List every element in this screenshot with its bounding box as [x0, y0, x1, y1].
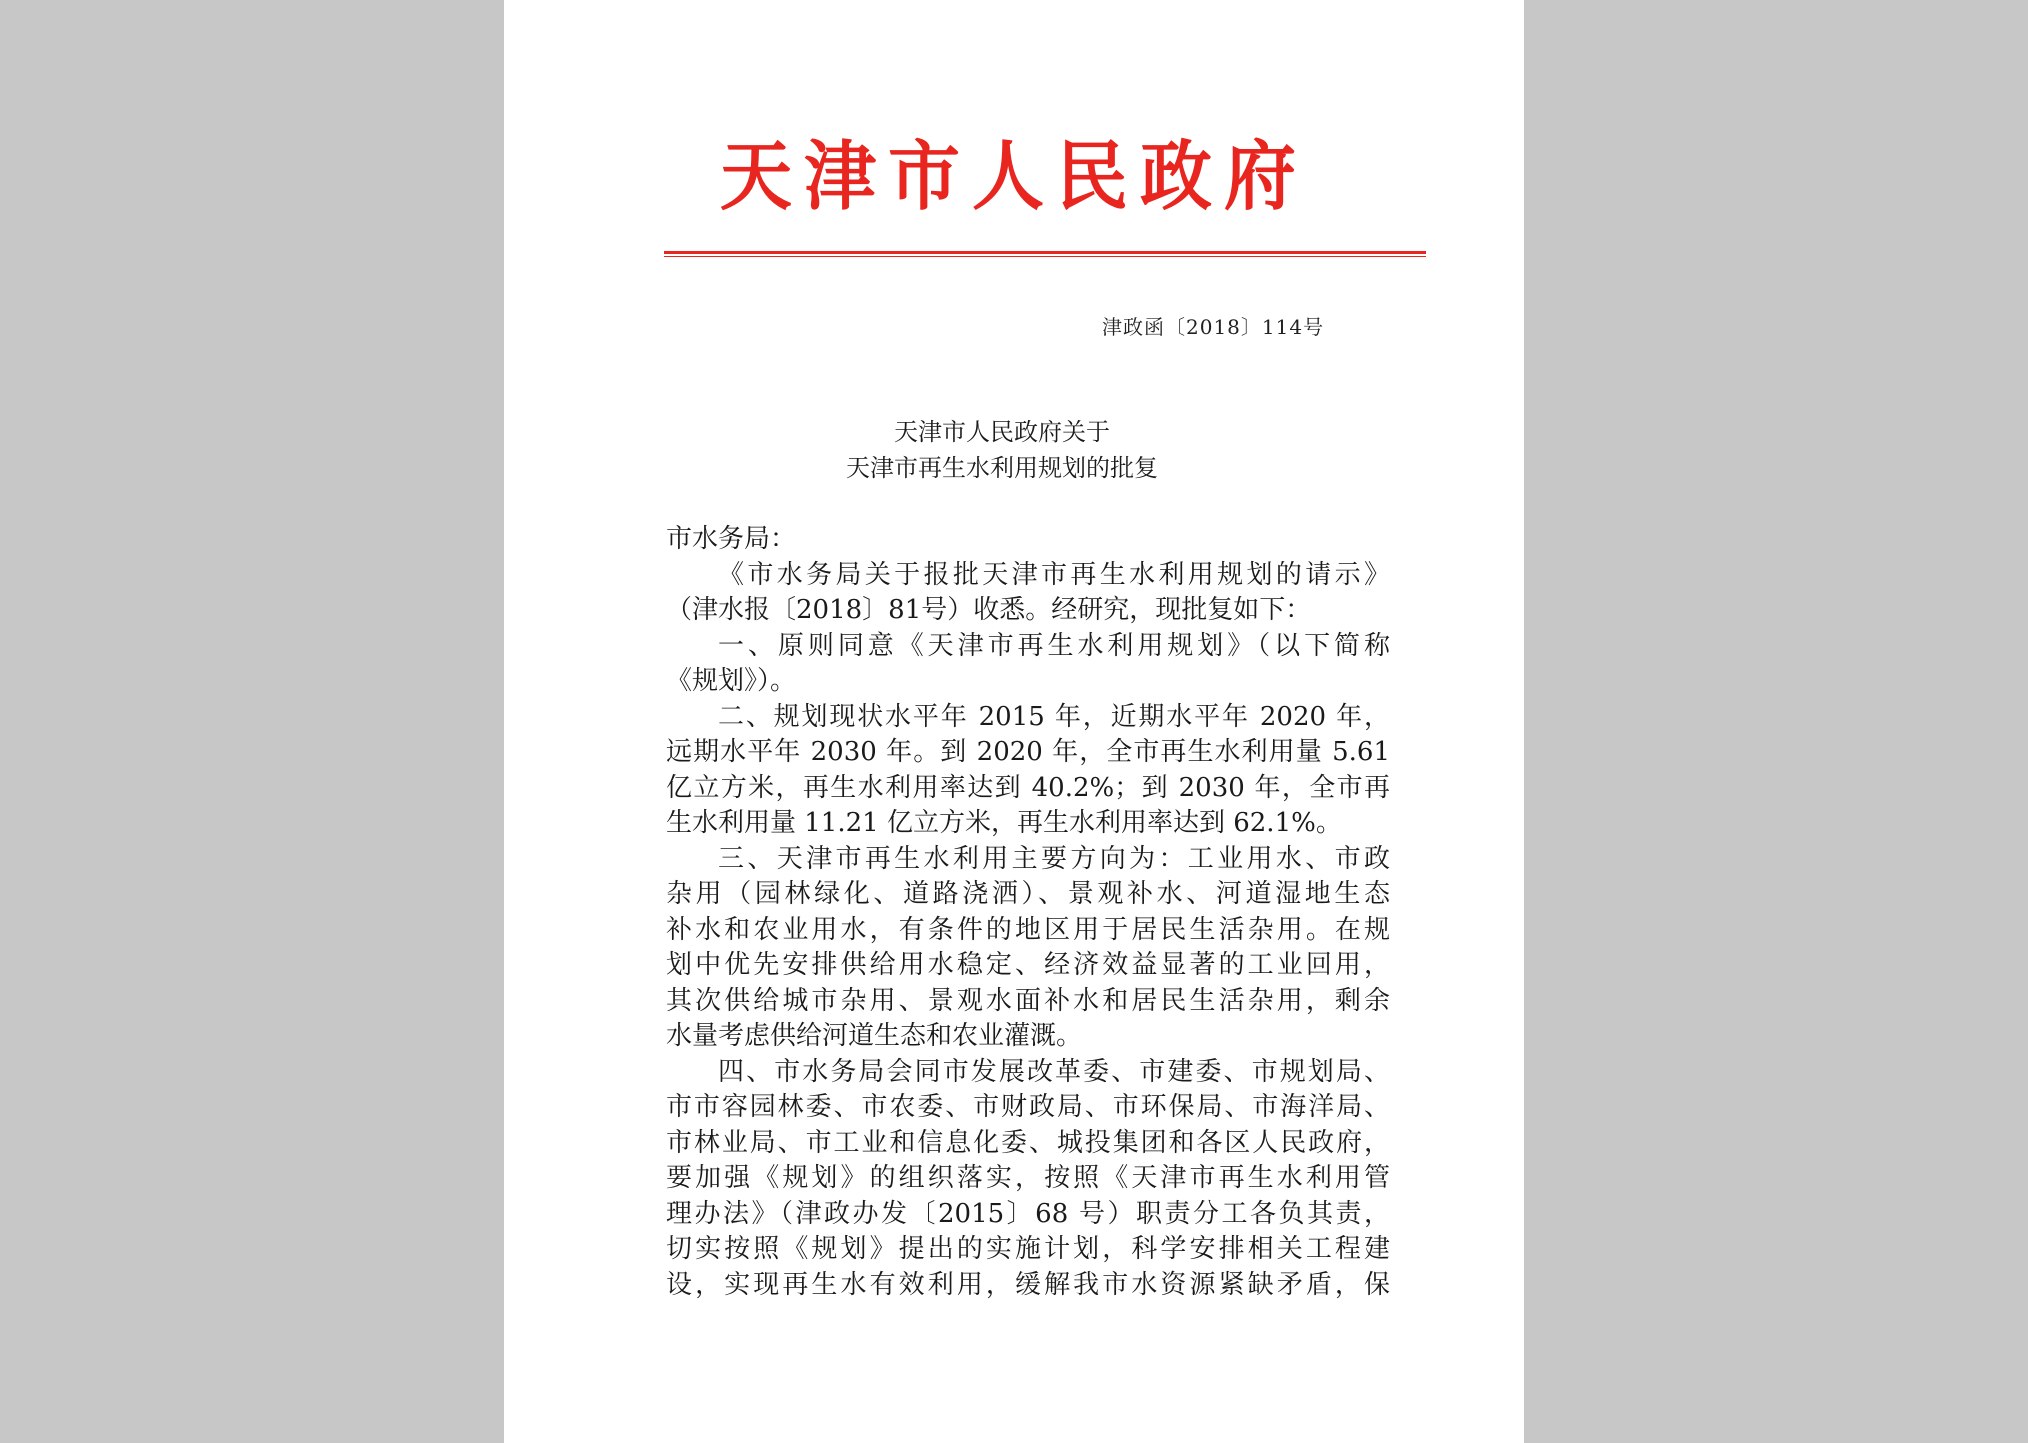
- document-body: [666, 522, 1390, 1303]
- body-line: 一、原则同意《天津市再生水利用规划》（以下简称: [718, 630, 1390, 661]
- masthead-title: 天津市人民政府: [719, 131, 1308, 221]
- body-line: 亿立方米，再生水利用率达到 40.2%；到 2030 年，全市再: [666, 772, 1390, 803]
- body-line: 市林业局、市工业和信息化委、城投集团和各区人民政府，: [666, 1127, 1390, 1158]
- body-line: 要加强《规划》的组织落实，按照《天津市再生水利用管: [666, 1163, 1390, 1193]
- body-line: 补水和农业用水，有条件的地区用于居民生活杂用。在规: [666, 914, 1390, 945]
- body-line: 理办法》（津政办发〔2015〕68 号）职责分工各负其责，: [666, 1198, 1390, 1229]
- body-line: 水量考虑供给河道生态和农业灌溉。: [666, 1021, 1083, 1051]
- document-number: 津政函〔2018〕114号: [1102, 315, 1325, 339]
- salutation: 市水务局：: [666, 524, 797, 554]
- body-line: 三、天津市再生水利用主要方向为：工业用水、市政: [718, 843, 1390, 874]
- body-line: 二、规划现状水平年 2015 年，近期水平年 2020 年，: [718, 701, 1390, 732]
- body-line: 四、市水务局会同市发展改革委、市建委、市规划局、: [718, 1056, 1390, 1087]
- body-line: 《市水务局关于报批天津市再生水利用规划的请示》: [718, 559, 1390, 590]
- document-title-line-2: 天津市再生水利用规划的批复: [846, 454, 1158, 482]
- document-title-line-1: 天津市人民政府关于: [894, 418, 1110, 446]
- body-line: 远期水平年 2030 年。到 2020 年，全市再生水利用量 5.61: [666, 737, 1390, 767]
- body-line: 划中优先安排供给用水稳定、经济效益显著的工业回用，: [666, 950, 1390, 980]
- red-divider: [664, 251, 1426, 257]
- body-line: 《规划》）。: [666, 666, 797, 696]
- body-line: 其次供给城市杂用、景观水面补水和居民生活杂用，剩余: [666, 985, 1390, 1016]
- body-line: （津水报〔2018〕81号）收悉。经研究，现批复如下：: [666, 595, 1312, 625]
- body-line: 市市容园林委、市农委、市财政局、市环保局、市海洋局、: [666, 1092, 1390, 1122]
- body-line: 设，实现再生水有效利用，缓解我市水资源紧缺矛盾，保: [666, 1269, 1390, 1300]
- body-line: 杂用（园林绿化、道路浇洒）、景观补水、河道湿地生态: [666, 879, 1390, 909]
- document-page: [504, 0, 1524, 1443]
- body-line: 生水利用量 11.21 亿立方米，再生水利用率达到 62.1%。: [666, 808, 1342, 838]
- body-line: 切实按照《规划》提出的实施计划，科学安排相关工程建: [666, 1234, 1390, 1264]
